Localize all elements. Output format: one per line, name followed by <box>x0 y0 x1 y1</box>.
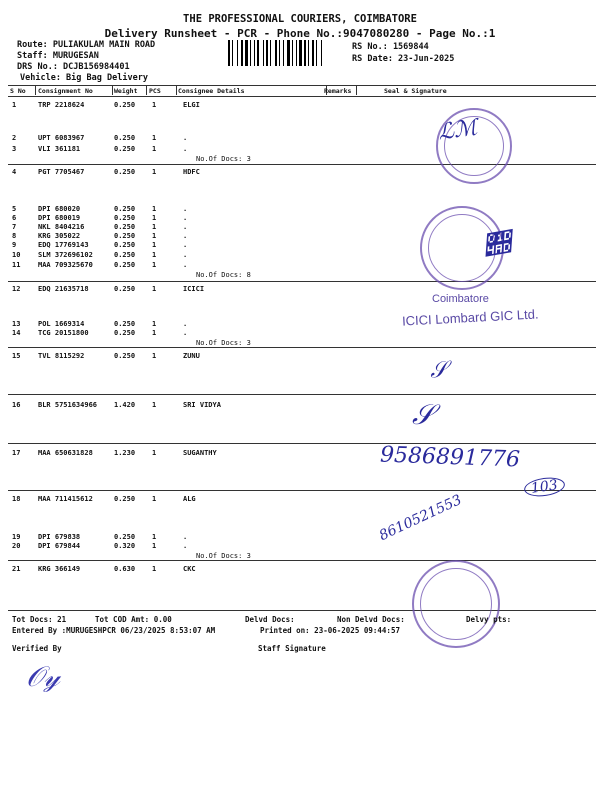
row-consignment-no: TVL 8115292 <box>38 352 85 360</box>
runsheet-subtitle: Delivery Runsheet - PCR - Phone No.:9047080280 - Page No.:1 <box>104 27 496 40</box>
handwritten-phone: 9586891776 <box>379 442 521 473</box>
row-weight: 0.320 <box>114 542 136 550</box>
staff-signature-label: Staff Signature <box>258 644 326 653</box>
row-pcs: 1 <box>152 261 157 269</box>
row-consignment-no: EDQ 21635718 <box>38 285 89 293</box>
row-consignment-no: PGT 7705467 <box>38 168 85 176</box>
row-consignment-no: TRP 2218624 <box>38 101 85 109</box>
barcode-bar <box>270 40 271 66</box>
row-consignee: . <box>183 542 188 550</box>
route-label: Route: PULIAKULAM MAIN ROAD <box>17 40 156 50</box>
barcode-bar <box>299 40 302 66</box>
row-pcs: 1 <box>152 134 157 142</box>
row-sno: 8 <box>12 232 17 240</box>
row-pcs: 1 <box>152 401 157 409</box>
row-sno: 4 <box>12 168 17 176</box>
row-weight: 0.250 <box>114 329 136 337</box>
row-weight: 0.250 <box>114 134 136 142</box>
delivery-points: Delvy pts: <box>466 615 512 624</box>
col-divider <box>35 85 36 95</box>
ckc-seal-stamp <box>412 560 500 648</box>
col-remarks: Remarks <box>324 87 352 95</box>
total-docs: Tot Docs: 21 <box>12 615 67 624</box>
row-consignee: HDFC <box>183 168 200 176</box>
row-weight: 0.250 <box>114 205 136 213</box>
row-sno: 11 <box>12 261 21 269</box>
row-consignment-no: DPI 680020 <box>38 205 81 213</box>
signature-scribble: 𝒮 <box>428 357 449 384</box>
row-consignee: ELGI <box>183 101 200 109</box>
row-sno: 3 <box>12 145 17 153</box>
row-pcs: 1 <box>152 565 157 573</box>
col-weight: Weight <box>114 87 138 95</box>
row-consignee: . <box>183 251 188 259</box>
row-consignee: CKC <box>183 565 196 573</box>
barcode-bar <box>228 40 230 66</box>
rs-number: RS No.: 1569844 <box>352 42 429 52</box>
barcode-bar <box>275 40 277 66</box>
row-sno: 20 <box>12 542 21 550</box>
row-sno: 16 <box>12 401 21 409</box>
row-weight: 1.420 <box>114 401 136 409</box>
handwritten-number: 103 <box>523 475 566 498</box>
col-consignment: Consignment No <box>38 87 93 95</box>
barcode-bar <box>266 40 268 66</box>
barcode-bar <box>250 40 251 66</box>
row-consignee: . <box>183 214 188 222</box>
row-consignee: . <box>183 329 188 337</box>
barcode-bar <box>316 40 317 66</box>
row-sno: 5 <box>12 205 17 213</box>
col-seal: Seal & Signature <box>384 87 447 95</box>
row-weight: 0.630 <box>114 565 136 573</box>
row-weight: 0.250 <box>114 352 136 360</box>
row-consignment-no: DPI 680019 <box>38 214 81 222</box>
row-consignee: ICICI <box>183 285 205 293</box>
barcode-bar <box>263 40 264 66</box>
row-pcs: 1 <box>152 320 157 328</box>
row-weight: 0.250 <box>114 261 136 269</box>
row-pcs: 1 <box>152 205 157 213</box>
row-pcs: 1 <box>152 101 157 109</box>
row-weight: 0.250 <box>114 241 136 249</box>
row-weight: 0.250 <box>114 214 136 222</box>
row-sno: 12 <box>12 285 21 293</box>
col-divider <box>146 85 147 95</box>
row-weight: 0.250 <box>114 533 136 541</box>
row-consignee: . <box>183 261 188 269</box>
row-sno: 9 <box>12 241 17 249</box>
row-consignment-no: SLM 372696102 <box>38 251 93 259</box>
row-pcs: 1 <box>152 285 157 293</box>
verifier-signature: 𝒪𝓎 <box>26 660 60 693</box>
row-weight: 0.250 <box>114 495 136 503</box>
row-pcs: 1 <box>152 495 157 503</box>
barcode-bar <box>321 40 322 66</box>
barcode-bar <box>296 40 297 66</box>
col-divider <box>112 85 113 95</box>
company-title: THE PROFESSIONAL COURIERS, COIMBATORE <box>183 13 417 25</box>
row-consignment-no: POL 1669314 <box>38 320 85 328</box>
row-sno: 2 <box>12 134 17 142</box>
row-weight: 0.250 <box>114 285 136 293</box>
barcode-bar <box>312 40 314 66</box>
barcode-bar <box>254 40 255 66</box>
stamp-city: Coimbatore <box>432 293 489 305</box>
row-sno: 19 <box>12 533 21 541</box>
barcode-bar <box>245 40 248 66</box>
row-weight: 0.250 <box>114 232 136 240</box>
delivered-docs: Delvd Docs: <box>245 615 295 624</box>
row-weight: 0.250 <box>114 251 136 259</box>
row-sno: 10 <box>12 251 21 259</box>
signature-scribble: ℒℳ <box>436 115 479 146</box>
group-doc-count: No.Of Docs: 3 <box>196 552 251 560</box>
group-doc-count: No.Of Docs: 3 <box>196 339 251 347</box>
header-top-rule <box>8 85 596 86</box>
barcode-bar <box>232 40 233 66</box>
row-sno: 15 <box>12 352 21 360</box>
row-consignment-no: KRG 305022 <box>38 232 81 240</box>
row-sno: 14 <box>12 329 21 337</box>
group-doc-count: No.Of Docs: 8 <box>196 271 251 279</box>
group-rule <box>8 610 596 611</box>
col-pcs: PCS <box>149 87 161 95</box>
row-weight: 0.250 <box>114 223 136 231</box>
drs-label: DRS No.: DCJB156984401 <box>17 62 130 72</box>
barcode <box>228 40 343 66</box>
row-weight: 0.250 <box>114 168 136 176</box>
rs-date: RS Date: 23-Jun-2025 <box>352 54 455 64</box>
row-weight: 0.250 <box>114 101 136 109</box>
group-rule <box>8 490 596 491</box>
row-consignee: SUGANTHY <box>183 449 217 457</box>
barcode-bar <box>241 40 243 66</box>
row-consignee: . <box>183 134 188 142</box>
row-consignment-no: EDQ 17769143 <box>38 241 89 249</box>
group-rule <box>8 281 596 282</box>
handwritten-phone: 8610521553 <box>376 491 465 545</box>
row-pcs: 1 <box>152 251 157 259</box>
row-sno: 18 <box>12 495 21 503</box>
non-delivered-docs: Non Delvd Docs: <box>337 615 405 624</box>
total-cod: Tot COD Amt: 0.00 <box>95 615 172 624</box>
row-pcs: 1 <box>152 232 157 240</box>
row-sno: 6 <box>12 214 17 222</box>
entered-by: Entered By :MURUGESHPCR 06/23/2025 8:53:07 AM <box>12 626 216 635</box>
row-consignee: . <box>183 145 188 153</box>
barcode-bar <box>287 40 290 66</box>
row-weight: 1.230 <box>114 449 136 457</box>
row-consignee: . <box>183 241 188 249</box>
row-pcs: 1 <box>152 214 157 222</box>
row-pcs: 1 <box>152 449 157 457</box>
group-rule <box>8 443 596 444</box>
row-pcs: 1 <box>152 542 157 550</box>
row-consignee: . <box>183 320 188 328</box>
group-rule <box>8 560 596 561</box>
row-consignment-no: NKL 8404216 <box>38 223 85 231</box>
row-consignee: . <box>183 533 188 541</box>
row-consignment-no: UPT 6083967 <box>38 134 85 142</box>
col-consignee: Consignee Details <box>178 87 245 95</box>
row-pcs: 1 <box>152 533 157 541</box>
row-sno: 13 <box>12 320 21 328</box>
col-divider <box>356 85 357 95</box>
row-consignment-no: DPI 679838 <box>38 533 81 541</box>
row-consignee: . <box>183 205 188 213</box>
row-consignee: . <box>183 223 188 231</box>
row-consignment-no: DPI 679844 <box>38 542 81 550</box>
icici-stamp: ICICI Lombard GIC Ltd. <box>401 306 539 329</box>
row-sno: 17 <box>12 449 21 457</box>
printed-on: Printed on: 23-06-2025 09:44:57 <box>260 626 400 635</box>
row-pcs: 1 <box>152 241 157 249</box>
col-divider <box>176 85 177 95</box>
row-sno: 7 <box>12 223 17 231</box>
row-consignment-no: BLR 5751634966 <box>38 401 98 409</box>
row-consignee: . <box>183 232 188 240</box>
verified-by-label: Verified By <box>12 644 62 653</box>
row-weight: 0.250 <box>114 320 136 328</box>
row-pcs: 1 <box>152 223 157 231</box>
col-sno: S No <box>10 87 26 95</box>
row-consignment-no: MAA 650631828 <box>38 449 93 457</box>
row-consignment-no: KRG 366149 <box>38 565 81 573</box>
barcode-bar <box>237 40 238 66</box>
barcode-bar <box>257 40 259 66</box>
row-sno: 21 <box>12 565 21 573</box>
row-consignment-no: MAA 709325670 <box>38 261 93 269</box>
row-pcs: 1 <box>152 352 157 360</box>
group-rule <box>8 394 596 395</box>
row-pcs: 1 <box>152 145 157 153</box>
row-consignee: ZUNU <box>183 352 200 360</box>
group-rule <box>8 164 596 165</box>
vehicle-label: Vehicle: Big Bag Delivery <box>20 73 148 83</box>
row-consignment-no: MAA 711415612 <box>38 495 93 503</box>
signature-scribble: 𝒭 <box>481 227 513 263</box>
barcode-bar <box>279 40 280 66</box>
row-pcs: 1 <box>152 329 157 337</box>
staff-label: Staff: MURUGESAN <box>17 51 99 61</box>
barcode-bar <box>283 40 284 66</box>
row-consignee: SRI VIDYA <box>183 401 221 409</box>
barcode-bar <box>308 40 309 66</box>
row-consignment-no: VLI 361181 <box>38 145 81 153</box>
signature-scribble: 𝒮 <box>412 398 434 431</box>
group-rule <box>8 347 596 348</box>
header-bottom-rule <box>8 96 596 97</box>
row-pcs: 1 <box>152 168 157 176</box>
group-doc-count: No.Of Docs: 3 <box>196 155 251 163</box>
barcode-bar <box>292 40 293 66</box>
barcode-bar <box>304 40 306 66</box>
row-consignee: ALG <box>183 495 196 503</box>
row-consignment-no: TCG 20151800 <box>38 329 89 337</box>
row-sno: 1 <box>12 101 17 109</box>
row-weight: 0.250 <box>114 145 136 153</box>
